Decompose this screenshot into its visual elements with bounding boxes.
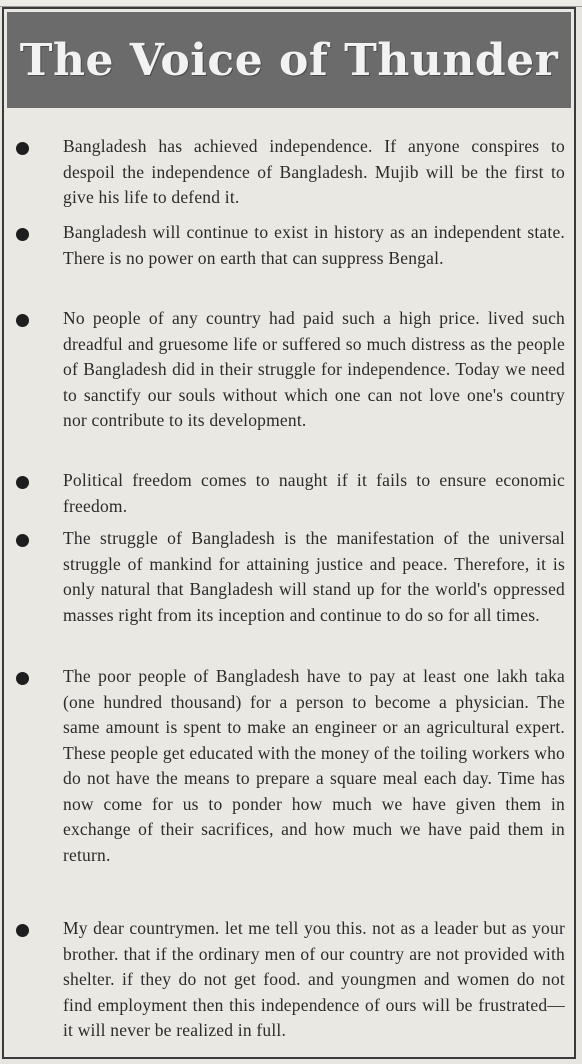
article-title: The Voice of Thunder bbox=[19, 34, 559, 86]
bullet-icon bbox=[16, 314, 29, 327]
title-banner bbox=[7, 12, 571, 108]
item-text: My dear countrymen. let me tell you this. not as a leader but as your brother. that if the ordinary men of our country are not provided with shelter. if they do not get food. and youngmen and women do not find employment then this independence of ours will be frustrated—it will never be realized in full. bbox=[63, 918, 565, 1040]
bullet-icon bbox=[16, 534, 29, 547]
bullet-icon bbox=[16, 924, 29, 937]
top-rule bbox=[0, 0, 582, 7]
item-text: Bangladesh has achieved independence. If anyone conspires to despoil the independence of Bangladesh. Mujib will be the first to give his life to defend it. bbox=[63, 136, 565, 207]
item-text: Political freedom comes to naught if it fails to ensure economic freedom. bbox=[63, 470, 565, 516]
article-box bbox=[2, 7, 576, 1059]
bullet-icon bbox=[16, 142, 29, 155]
item-text: Bangladesh will continue to exist in history as an independent state. There is no power on earth that can suppress Bengal. bbox=[63, 222, 565, 268]
item-text: The struggle of Bangladesh is the manifestation of the universal struggle of mankind for attaining justice and peace. Therefore, it is only natural that Bangladesh will stand up for the world's oppressed masses right from its inception and continue to do so for all times. bbox=[63, 528, 565, 625]
bullet-icon bbox=[16, 672, 29, 685]
item-text: The poor people of Bangladesh have to pay at least one lakh taka (one hundred thousand) for a person to become a physician. The same amount is spent to make an engineer or an agricultural expert. These people get educated with the money of the toiling workers who do not have the means to prepare a square meal each day. Time has now come for us to ponder how much we have given them in exchange of their sacrifices, and how much we have paid them in return. bbox=[63, 666, 565, 865]
item-text: No people of any country had paid such a high price. lived such dreadful and gruesome life or suffered so much distress as the people of Bangladesh did in their struggle for independence. Today we need to sanctify our souls without which one can not love one's country nor contribute to its development. bbox=[63, 308, 565, 430]
bullet-icon bbox=[16, 476, 29, 489]
bullet-icon bbox=[16, 228, 29, 241]
